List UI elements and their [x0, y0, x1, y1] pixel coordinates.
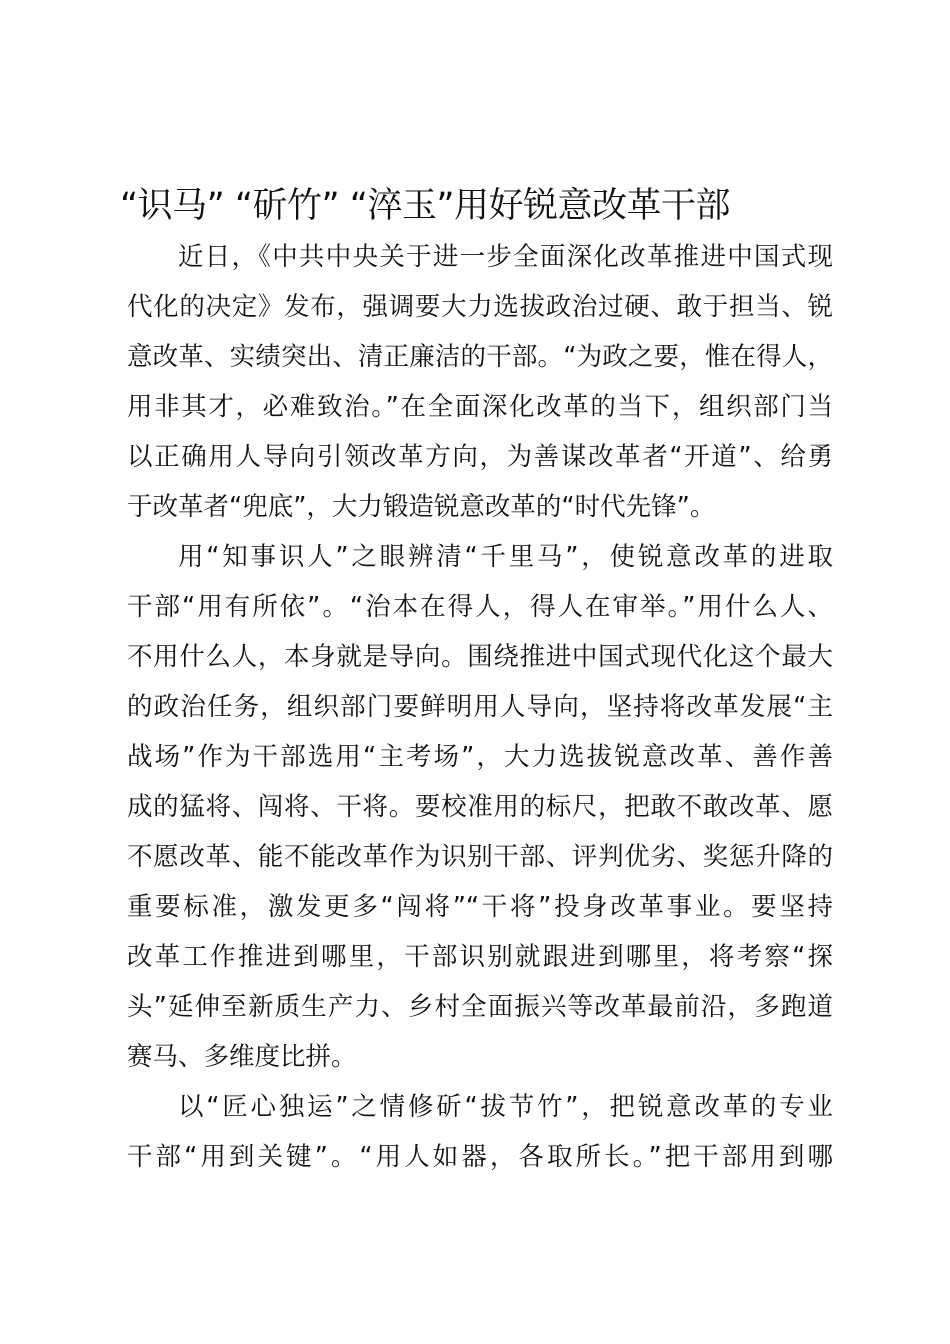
text-line: 的政治任务，组织部门要鲜明用人导向，坚持将改革发展“主 — [127, 692, 833, 722]
text-line: 赛马、多维度比拼。 — [127, 1042, 357, 1072]
paragraph-2 — [127, 532, 833, 1082]
text-line: 用非其才，必难致治。”在全面深化改革的当下，组织部门当 — [127, 392, 833, 422]
text-line: 干部“用到关键”。“用人如器，各取所长。”把干部用到哪 — [127, 1142, 833, 1172]
text-line: 意改革、实绩突出、清正廉洁的干部。“为政之要，惟在得人， — [127, 342, 833, 372]
text-line: 成的猛将、闯将、干将。要校准用的标尺，把敢不敢改革、愿 — [127, 792, 833, 822]
text-line: 重要标准，激发更多“闯将”“干将”投身改革事业。要坚持 — [127, 892, 833, 922]
text-line: 用“知事识人”之眼辨清“千里马”，使锐意改革的进取 — [178, 542, 833, 572]
document-body — [127, 232, 833, 1182]
text-line: 头”延伸至新质生产力、乡村全面振兴等改革最前沿，多跑道 — [127, 992, 833, 1022]
text-line: 于改革者“兜底”，大力锻造锐意改革的“时代先锋”。 — [127, 492, 716, 522]
paragraph-3 — [127, 1082, 833, 1182]
text-line: 近日，《中共中央关于进一步全面深化改革推进中国式现 — [178, 242, 833, 272]
document-title: “识马” “斫竹” “淬玉”用好锐意改革干部 — [120, 186, 731, 226]
text-line: 干部“用有所依”。“治本在得人，得人在审举。”用什么人、 — [127, 592, 833, 622]
text-line: 代化的决定》发布，强调要大力选拔政治过硬、敢于担当、锐 — [127, 292, 833, 322]
text-line: 改革工作推进到哪里，干部识别就跟进到哪里，将考察“探 — [127, 942, 833, 972]
text-line: 以正确用人导向引领改革方向，为善谋改革者“开道”、给勇 — [127, 442, 833, 472]
text-line: 不愿改革、能不能改革作为识别干部、评判优劣、奖惩升降的 — [127, 842, 833, 872]
paragraph-1 — [127, 232, 833, 532]
text-line: 不用什么人，本身就是导向。围绕推进中国式现代化这个最大 — [127, 642, 833, 672]
text-line: 战场”作为干部选用“主考场”，大力选拔锐意改革、善作善 — [127, 742, 833, 772]
text-line: 以“匠心独运”之情修斫“拔节竹”，把锐意改革的专业 — [178, 1092, 833, 1122]
